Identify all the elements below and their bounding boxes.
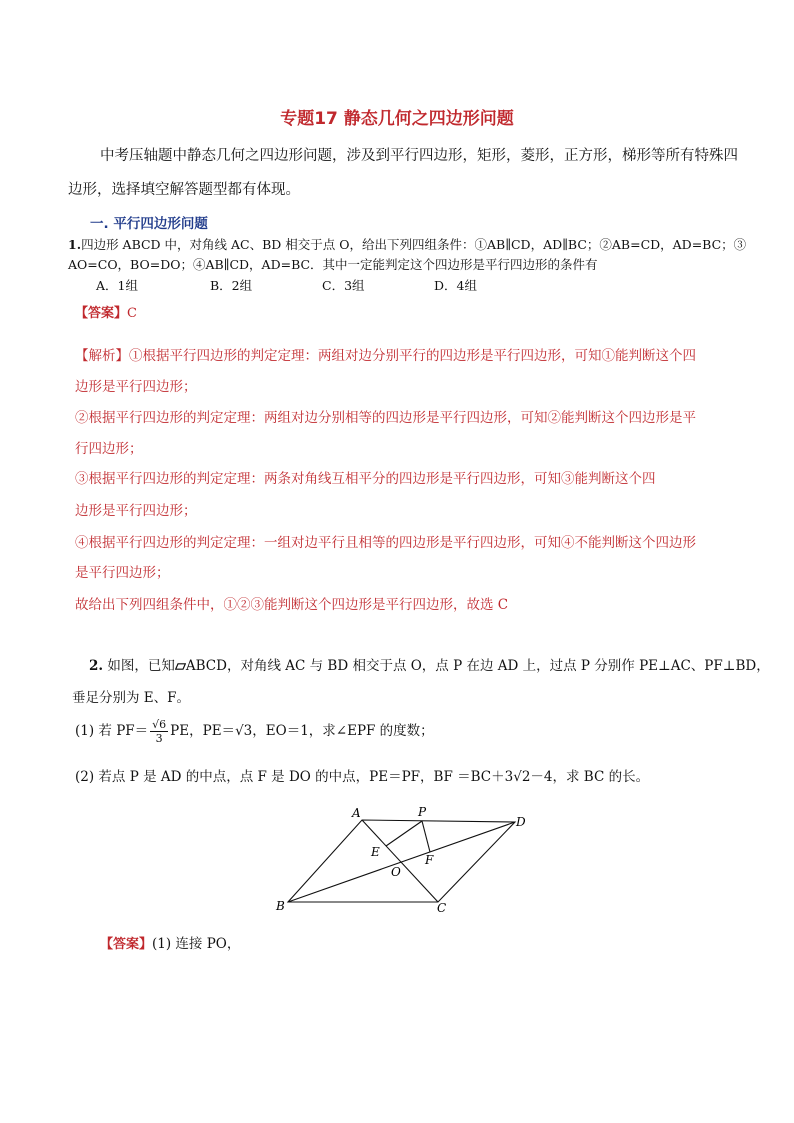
question-2-number: 2. bbox=[89, 658, 104, 674]
question-2-text-post: ABCD，对角线 AC 与 BD 相交于点 O，点 P 在边 AD 上，过点 P 分别作 PE⊥AC、PF⊥BD， bbox=[185, 658, 770, 674]
analysis-line-7: ④根据平行四边形的判定定理：一组对边平行且相等的四边形是平行四边形，可知④不能判断这个四边形 bbox=[75, 535, 696, 551]
sub2-text-post: ，求 BC 的长。 bbox=[552, 769, 650, 785]
intro-line-2: 边形，选择填空解答题型都有体现。 bbox=[68, 182, 300, 198]
analysis-line-1: 【解析】①根据平行四边形的判定定理：两组对边分别平行的四边形是平行四边形，可知①能判断这个四 bbox=[75, 348, 696, 364]
question-2-line-1 bbox=[89, 654, 770, 674]
figure-label-o: O bbox=[391, 865, 401, 879]
analysis-line-8: 是平行四边形； bbox=[75, 565, 170, 581]
option-b: B．2组 bbox=[210, 278, 253, 293]
parallelogram-figure bbox=[270, 800, 550, 918]
question-2-line-2: 垂足分别为 E、F。 bbox=[72, 690, 191, 706]
option-c: C．3组 bbox=[322, 278, 365, 293]
question-2-sub-2 bbox=[75, 765, 649, 785]
answer-2-tag: 【答案】 bbox=[100, 937, 153, 952]
analysis-line-9: 故给出下列四组条件中，①②③能判断这个四边形是平行四边形，故选 C bbox=[75, 597, 509, 613]
answer-1-tag: 【答案】 bbox=[75, 306, 128, 321]
sub2-text-pre: (2) 若点 P 是 AD 的中点，点 F 是 DO 的中点，PE＝PF，BF ＝BC＋ bbox=[75, 769, 505, 785]
page-title: 专题17 静态几何之四边形问题 bbox=[280, 109, 514, 129]
figure-label-f: F bbox=[425, 853, 434, 867]
question-1-text-1: 四边形 ABCD 中，对角线 AC、BD 相交于点 O，给出下列四组条件：①AB∥CD，AD∥BC；②AB=CD，AD=BC；③ bbox=[81, 237, 747, 252]
option-a: A．1组 bbox=[96, 278, 138, 293]
fraction-numerator: √6 bbox=[152, 718, 167, 731]
figure-segment-pe bbox=[386, 821, 422, 846]
figure-label-d: D bbox=[516, 815, 526, 829]
question-2-sub-1 bbox=[75, 716, 434, 746]
section-heading-parallelogram: 一. 平行四边形问题 bbox=[90, 216, 208, 232]
answer-2 bbox=[100, 932, 240, 952]
intro-line-1: 中考压轴题中静态几何之四边形问题，涉及到平行四边形，矩形，菱形，正方形，梯形等所有特殊四 bbox=[100, 148, 738, 164]
sub1-text-post: ，EO＝1，求∠EPF 的度数； bbox=[252, 723, 434, 739]
answer-1-value: C bbox=[127, 306, 137, 321]
analysis-line-4: 行四边形； bbox=[75, 441, 143, 457]
option-d: D．4组 bbox=[434, 278, 477, 293]
analysis-line-6: 边形是平行四边形； bbox=[75, 503, 197, 519]
sub2-expression: 3√2－4 bbox=[504, 769, 553, 785]
sqrt3-value: √3 bbox=[235, 723, 253, 739]
analysis-line-2: 边形是平行四边形； bbox=[75, 379, 197, 395]
question-1-line-1 bbox=[68, 236, 746, 254]
question-1-line-2: AO=CO，BO=DO；④AB∥CD，AD=BC．其中一定能判定这个四边形是平行四边形的条件有 bbox=[68, 257, 598, 272]
figure-label-a: A bbox=[352, 806, 361, 820]
sub1-text-mid: PE，PE＝ bbox=[170, 723, 236, 739]
figure-diagonal-bd bbox=[288, 822, 515, 902]
analysis-line-5: ③根据平行四边形的判定定理：两条对角线互相平分的四边形是平行四边形，可知③能判断这个四 bbox=[75, 471, 656, 487]
parallelogram-icon bbox=[175, 663, 186, 670]
figure-label-b: B bbox=[276, 899, 285, 913]
answer-2-text: (1) 连接 PO， bbox=[152, 936, 241, 952]
figure-segment-pf bbox=[422, 821, 430, 852]
question-1-number: 1. bbox=[68, 237, 82, 252]
fraction-denominator: 3 bbox=[155, 732, 163, 745]
figure-label-e: E bbox=[371, 845, 380, 859]
question-2-text-pre: 如图，已知 bbox=[107, 658, 175, 674]
sub1-text-pre: (1) 若 PF＝ bbox=[75, 723, 149, 739]
fraction-sqrt6-over-3 bbox=[150, 718, 168, 745]
figure-label-c: C bbox=[437, 901, 447, 915]
answer-1 bbox=[75, 302, 137, 321]
analysis-line-3: ②根据平行四边形的判定定理：两组对边分别相等的四边形是平行四边形，可知②能判断这个四边形是平 bbox=[75, 410, 696, 426]
figure-label-p: P bbox=[418, 805, 427, 819]
